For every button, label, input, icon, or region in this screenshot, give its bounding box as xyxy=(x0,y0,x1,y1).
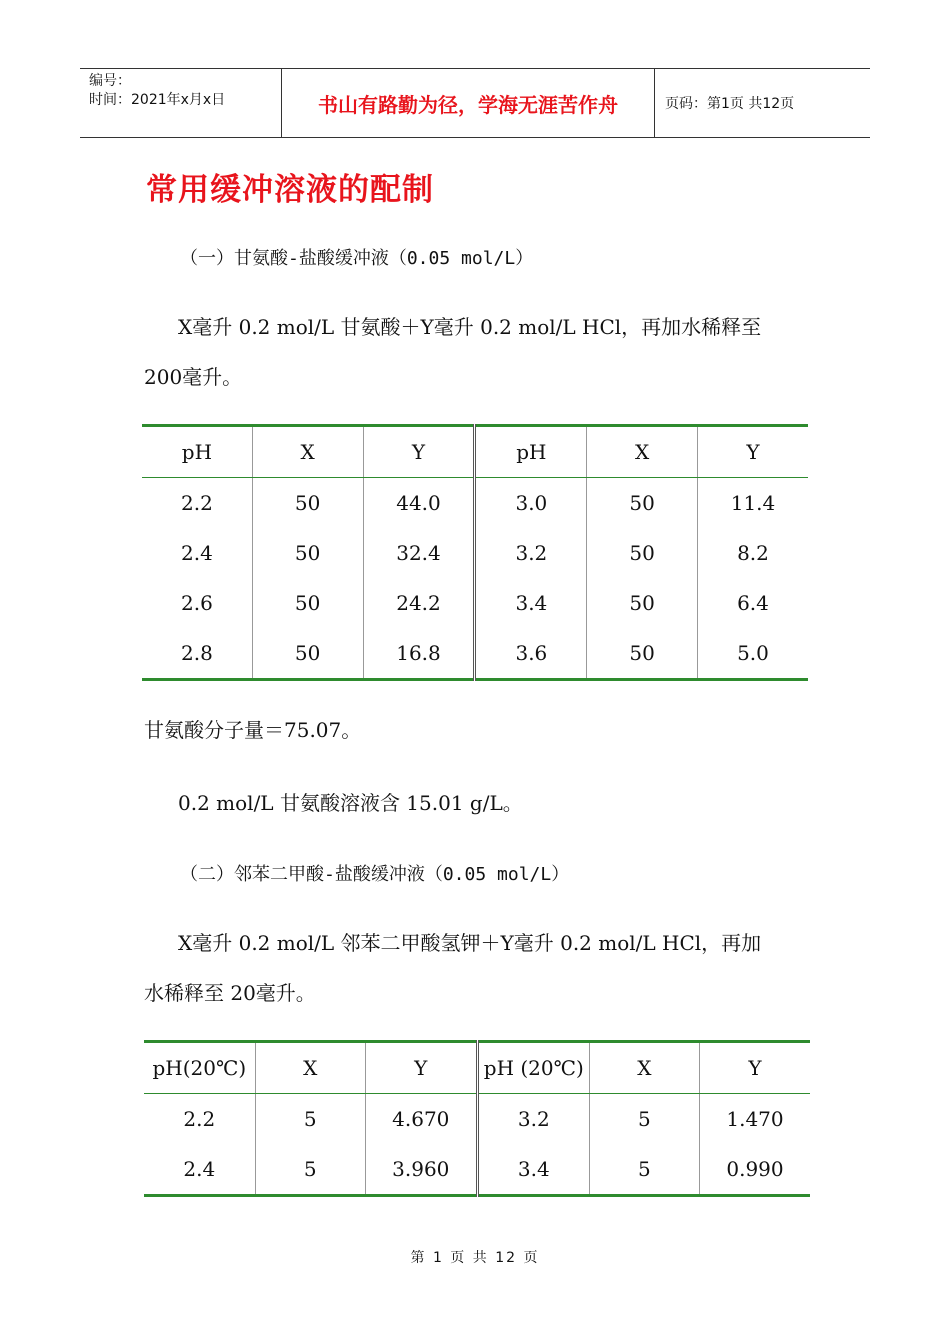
section1-note-molecular-weight: 甘氨酸分子量＝75.07。 xyxy=(144,718,362,742)
table-cell: 3.0 xyxy=(475,478,587,529)
table-header-cell: pH xyxy=(475,426,587,478)
table-cell: 44.0 xyxy=(363,478,475,529)
table-cell: 50 xyxy=(587,478,698,529)
header-motto: 书山有路勤为径，学海无涯苦作舟 xyxy=(282,69,655,137)
page-footer: 第 1 页 共 12 页 xyxy=(410,1250,540,1266)
table-cell: 6.4 xyxy=(737,591,769,615)
table-cell: 2.6 xyxy=(142,578,252,628)
table-header-cell: X xyxy=(252,426,363,478)
table-cell: 5 xyxy=(255,1144,365,1196)
table-cell: 0.990 xyxy=(699,1144,810,1196)
table-cell: 50 xyxy=(252,528,363,578)
header-page-info: 页码：第1页 共12页 xyxy=(665,96,795,112)
table-header-cell: pH(20℃) xyxy=(144,1042,255,1094)
table-cell: 50 xyxy=(252,578,363,628)
table-cell: 4.670 xyxy=(365,1094,477,1145)
table-header-cell: X xyxy=(587,426,698,478)
header-number: 编号： xyxy=(89,73,131,89)
table-cell: 3.6 xyxy=(475,628,587,680)
table-cell: 11.4 xyxy=(730,491,776,515)
header-meta xyxy=(80,69,282,137)
table-cell: 5 xyxy=(589,1144,699,1196)
table-header-cell: X xyxy=(589,1042,699,1094)
header-time: 时间：2021年x月x日 xyxy=(89,92,226,108)
section2-heading: （二）邻苯二甲酸-盐酸缓冲液（0.05 mol/L） xyxy=(180,864,570,885)
table-cell: 2.4 xyxy=(144,1144,255,1196)
table-cell: 16.8 xyxy=(363,628,475,680)
table-header-cell: Y xyxy=(699,1042,810,1094)
table-row xyxy=(142,578,808,628)
section2-description xyxy=(144,918,810,1018)
table-row xyxy=(142,528,808,578)
table-header-cell: X xyxy=(255,1042,365,1094)
table-cell: 8.2 xyxy=(737,541,769,565)
document-title: 常用缓冲溶液的配制 xyxy=(146,172,434,208)
table-cell: 1.470 xyxy=(726,1107,784,1131)
section1-desc-line1: X毫升 0.2 mol/L 甘氨酸＋Y毫升 0.2 mol/L HCl，再加水稀释至 xyxy=(178,315,762,339)
table-cell: 2.8 xyxy=(142,628,252,680)
section2-desc-line1: X毫升 0.2 mol/L 邻苯二甲酸氢钾＋Y毫升 0.2 mol/L HCl，再加 xyxy=(178,931,762,955)
table-header-cell: pH xyxy=(142,426,252,478)
table-cell: 3.2 xyxy=(475,528,587,578)
table-cell: 5 xyxy=(255,1094,365,1145)
table-cell: 24.2 xyxy=(363,578,475,628)
table-cell: 3.960 xyxy=(365,1144,477,1196)
table-cell: 5.0 xyxy=(697,628,808,680)
table-cell: 50 xyxy=(587,628,698,680)
table-header-cell: pH (20℃) xyxy=(477,1042,589,1094)
table-header-cell: Y xyxy=(363,426,475,478)
table-header-cell: Y xyxy=(697,426,808,478)
section1-heading: （一）甘氨酸-盐酸缓冲液（0.05 mol/L） xyxy=(180,248,534,269)
phthalate-hcl-table xyxy=(144,1040,810,1197)
table-cell: 3.4 xyxy=(477,1144,589,1196)
section1-note-concentration: 0.2 mol/L 甘氨酸溶液含 15.01 g/L。 xyxy=(178,791,523,815)
table-row xyxy=(144,1144,810,1196)
table-cell: 2.2 xyxy=(144,1094,255,1145)
section1-desc-line2: 200毫升。 xyxy=(144,365,243,389)
table-cell: 50 xyxy=(587,578,698,628)
table-row xyxy=(144,1094,810,1145)
page-header xyxy=(80,68,870,138)
table-row xyxy=(142,478,808,529)
glycine-hcl-table xyxy=(142,424,808,681)
table-cell: 2.4 xyxy=(142,528,252,578)
table-cell: 2.2 xyxy=(142,478,252,529)
table-cell: 50 xyxy=(252,628,363,680)
table-cell: 3.4 xyxy=(475,578,587,628)
table-cell: 50 xyxy=(252,478,363,529)
table-cell: 50 xyxy=(587,528,698,578)
table-header-row xyxy=(142,426,808,478)
table-cell: 5 xyxy=(589,1094,699,1145)
table-header-cell: Y xyxy=(365,1042,477,1094)
table-header-row xyxy=(144,1042,810,1094)
table-cell: 3.2 xyxy=(477,1094,589,1145)
section2-desc-line2: 水稀释至 20毫升。 xyxy=(144,981,316,1005)
section1-description xyxy=(144,302,810,402)
table-row xyxy=(142,628,808,680)
table-cell: 32.4 xyxy=(363,528,475,578)
